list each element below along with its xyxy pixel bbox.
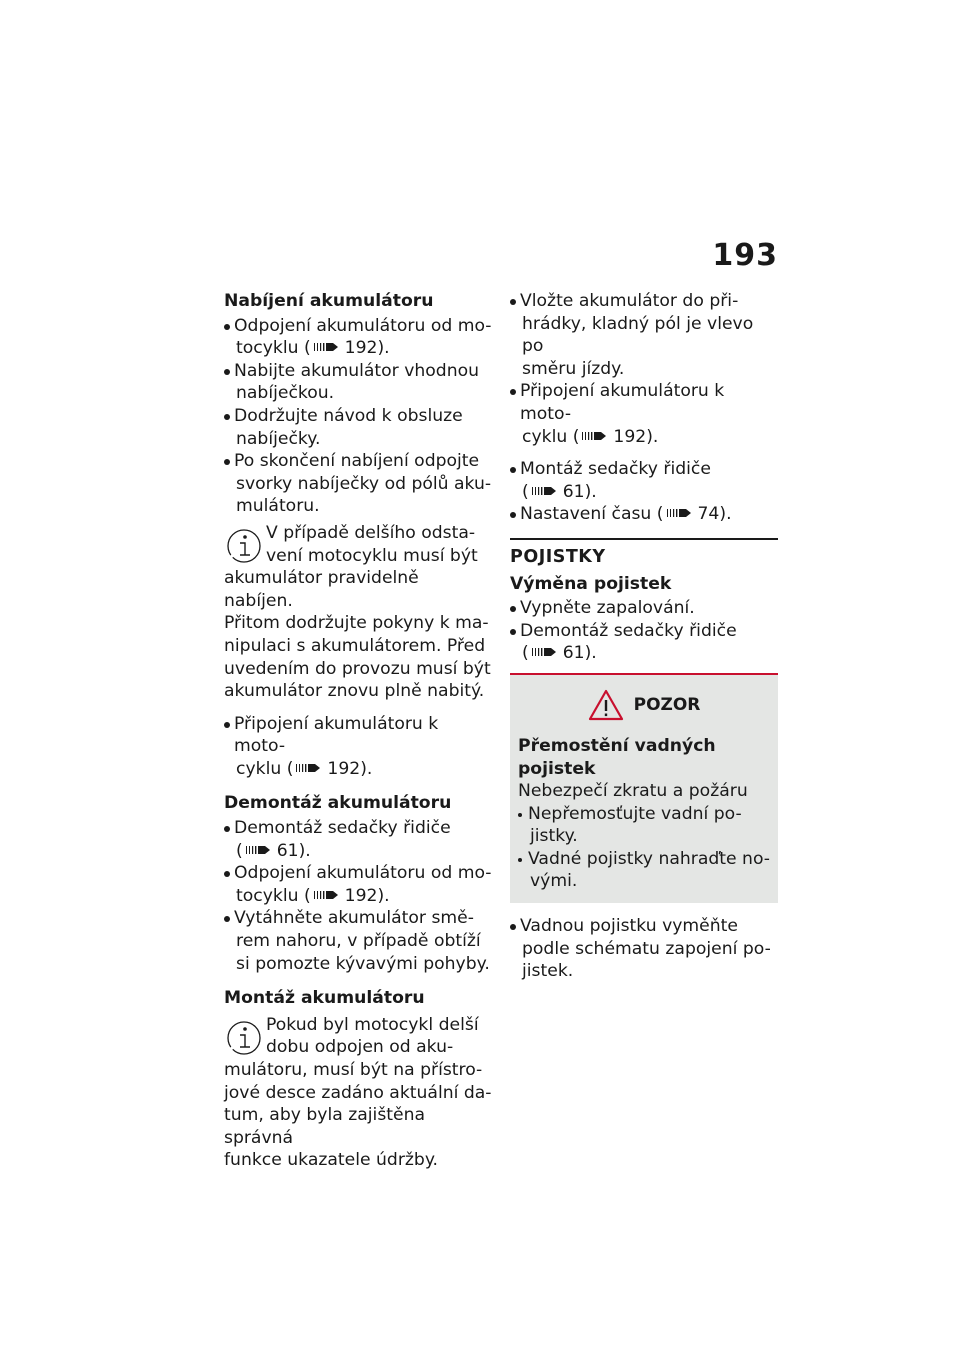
page-reference-arrow-icon <box>532 642 558 654</box>
page-reference-arrow-icon <box>667 503 693 515</box>
warning-title: Přemostění vadných pojistek <box>518 735 716 779</box>
bullet-icon <box>224 871 230 877</box>
list-item: Po skončení nabíjení odpojte svorky nabíječky od pólů aku- mulátoru. <box>224 450 492 518</box>
page-reference-arrow-icon <box>582 426 608 438</box>
install-steps-list <box>510 290 778 448</box>
charging-steps-list <box>224 315 492 518</box>
bullet-icon <box>224 916 230 922</box>
list-item: Demontáž sedačky řidiče ( 61). <box>224 817 492 862</box>
page-reference-arrow-icon <box>314 885 340 897</box>
list-item: Vadné pojistky nahraďte no- vými. <box>518 848 770 893</box>
info-note-date: Pokud byl motocykl delší dobu odpojen od aku- mulátoru, musí být na přístro- jové desce zadáno aktuální da- tum, aby byla zajištěna správná funkce ukazatele údržby. <box>224 1014 492 1171</box>
list-item: Vytáhněte akumulátor smě- rem nahoru, v případě obtíží si pomozte kývavými pohyby. <box>224 907 492 975</box>
warning-list <box>518 803 770 893</box>
page-reference-link[interactable]: 74). <box>697 504 732 525</box>
right-column <box>510 290 778 983</box>
install-finish-list <box>510 458 778 526</box>
bullet-icon <box>224 414 230 420</box>
page-reference-arrow-icon <box>532 481 558 493</box>
heading-fuse-replacement: Výměna pojistek <box>510 573 672 594</box>
heading-charging-battery: Nabíjení akumulátoru <box>224 291 434 311</box>
list-item: Připojení akumulátoru k moto- cyklu ( 192). <box>224 713 492 781</box>
list-item: Připojení akumulátoru k moto- cyklu ( 192). <box>510 380 778 448</box>
list-item: Vypněte zapalování. <box>510 597 778 620</box>
bullet-icon <box>224 722 230 728</box>
removal-steps-list <box>224 817 492 975</box>
connect-list <box>224 713 492 781</box>
info-icon <box>226 528 262 564</box>
list-item: Vadnou pojistku vyměňte podle schématu zapojení po- jistek. <box>510 915 778 983</box>
warning-triangle-icon <box>588 689 624 721</box>
section-divider <box>510 538 778 540</box>
section-title-fuses: POJISTKY <box>510 546 606 567</box>
list-item: Nepřemosťujte vadní po- jistky. <box>518 803 770 848</box>
bullet-icon <box>510 629 516 635</box>
page-reference-link[interactable]: 61). <box>276 840 311 861</box>
list-item: Nabijte akumulátor vhodnou nabíječkou. <box>224 360 492 405</box>
page-reference-link[interactable]: 192). <box>327 758 373 779</box>
list-item: Dodržujte návod k obsluze nabíječky. <box>224 405 492 450</box>
page-reference-link[interactable]: 61). <box>562 643 597 664</box>
warning-label: POZOR <box>633 694 701 715</box>
bullet-icon <box>510 299 516 305</box>
bullet-icon <box>510 512 516 518</box>
warning-subtitle: Nebezpečí zkratu a požáru <box>518 781 748 802</box>
bullet-icon <box>224 324 230 330</box>
page-reference-link[interactable]: 192). <box>613 426 659 447</box>
bullet-icon <box>224 459 230 465</box>
page-reference-link[interactable]: 192). <box>344 885 390 906</box>
bullet-icon <box>518 858 522 862</box>
list-item: Montáž sedačky řidiče ( 61). <box>510 458 778 503</box>
list-item: Odpojení akumulátoru od mo- tocyklu ( 192). <box>224 862 492 907</box>
warning-box <box>510 673 778 903</box>
bullet-icon <box>224 826 230 832</box>
page-reference-arrow-icon <box>296 758 322 770</box>
fuse-steps-list <box>510 597 778 665</box>
heading-battery-installation: Montáž akumulátoru <box>224 988 425 1009</box>
bullet-icon <box>510 389 516 395</box>
page-reference-link[interactable]: 61). <box>562 481 597 502</box>
heading-battery-removal: Demontáž akumulátoru <box>224 793 452 814</box>
list-item: Vložte akumulátor do při- hrádky, kladný pól je vlevo po směru jízdy. <box>510 290 778 380</box>
page-reference-arrow-icon <box>246 840 272 852</box>
list-item: Nastavení času ( 74). <box>510 503 778 526</box>
fuse-replace-list <box>510 915 778 983</box>
warning-header <box>518 689 770 721</box>
bullet-icon <box>510 606 516 612</box>
page-reference-link[interactable]: 192). <box>344 338 390 359</box>
bullet-icon <box>518 813 522 817</box>
page-number: 193 <box>712 238 778 273</box>
left-column <box>224 290 492 1172</box>
bullet-icon <box>224 369 230 375</box>
info-icon <box>226 1020 262 1056</box>
page-reference-arrow-icon <box>314 337 340 349</box>
bullet-icon <box>510 924 516 930</box>
bullet-icon <box>510 467 516 473</box>
list-item: Demontáž sedačky řidiče ( 61). <box>510 620 778 665</box>
info-note-storage: V případě delšího odsta- vení motocyklu musí být akumulátor pravidelně nabíjen. Přitom dodržujte pokyny k ma- nipulaci s akumulátorem. Před uvedením do provozu musí být akumulátor znovu plně nabitý. <box>224 522 491 702</box>
list-item: Odpojení akumulátoru od mo- tocyklu ( 192). <box>224 315 492 360</box>
